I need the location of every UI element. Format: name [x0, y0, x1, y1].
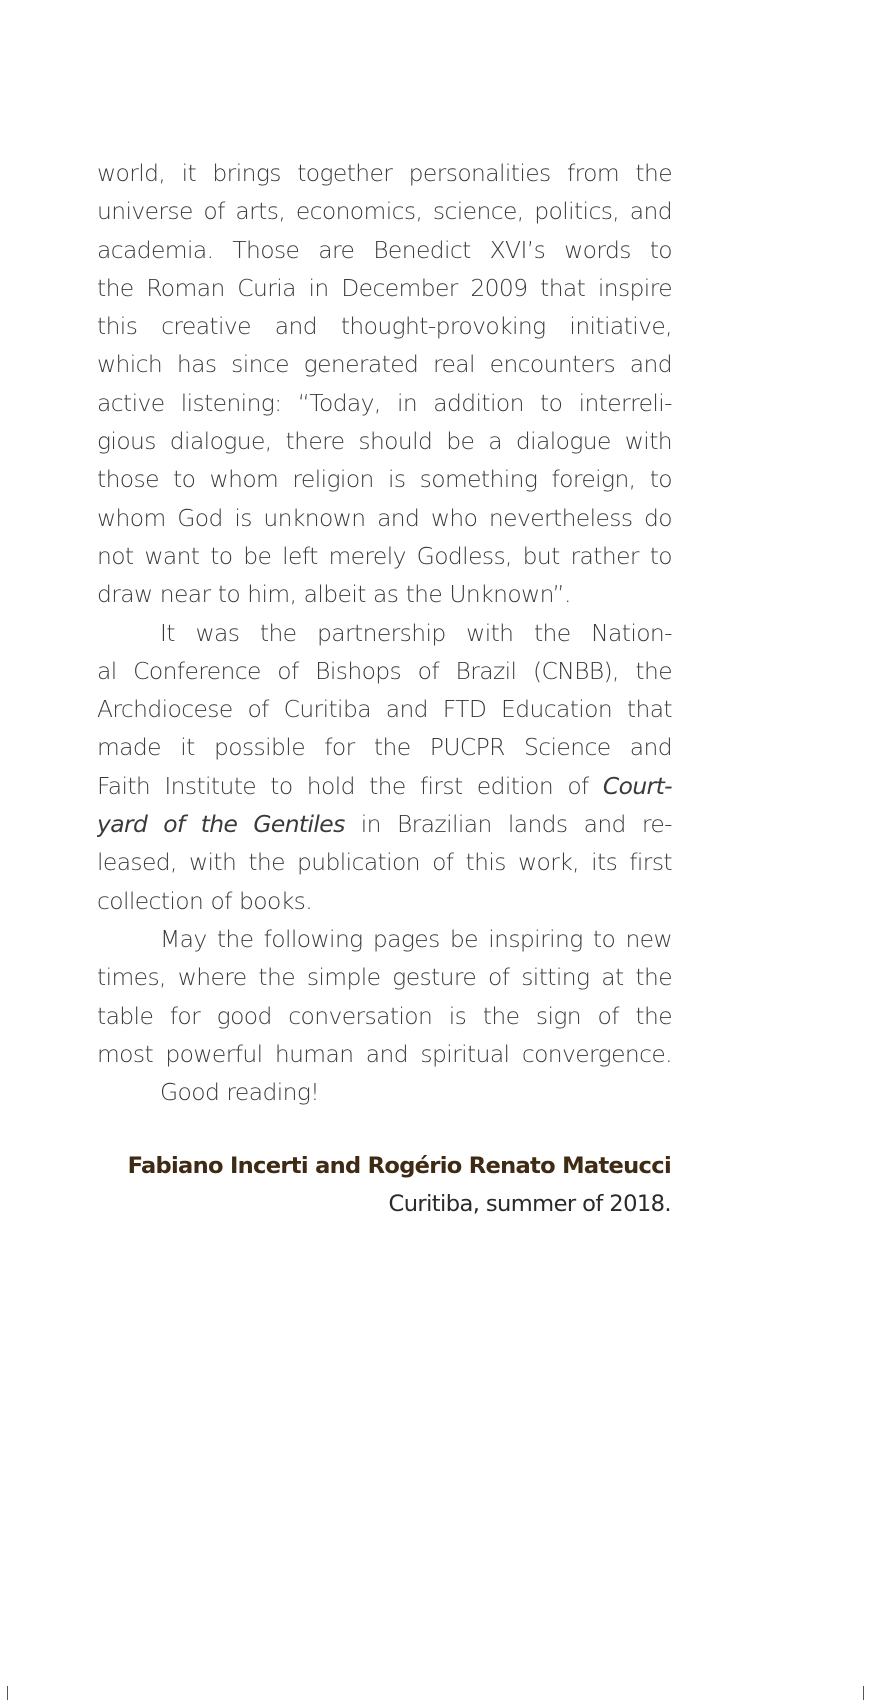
text-line: collection of books.	[97, 886, 313, 915]
text-line: the Roman Curia in December 2009 that inspire	[97, 273, 672, 302]
text-line: table for good conversation is the sign of the	[97, 1001, 672, 1030]
text-line: whom God is unknown and who nevertheless do	[97, 503, 672, 532]
crop-mark-left	[7, 1686, 8, 1700]
crop-mark-right	[863, 1686, 864, 1700]
text-line: leased, with the publication of this work, its first	[97, 848, 672, 877]
text-segment: Faith Institute to hold the first edition of	[97, 771, 603, 800]
text-line: al Conference of Bishops of Brazil (CNBB), the	[97, 656, 672, 685]
text-line: draw near to him, albeit as the Unknown”.	[97, 580, 571, 609]
text-line: this creative and thought-provoking initiative,	[97, 312, 672, 341]
text-line: which has since generated real encounters and	[97, 350, 672, 379]
text-line: those to whom religion is something foreign, to	[97, 465, 672, 494]
text-line: not want to be left merely Godless, but rather to	[97, 541, 672, 570]
paragraph-start-line: May the following pages be inspiring to new	[160, 924, 672, 953]
book-title-italic: yard of the Gentiles	[97, 810, 345, 839]
text-line: gious dialogue, there should be a dialogue with	[97, 427, 672, 456]
text-line	[97, 767, 672, 805]
text-line: times, where the simple gesture of sitting at the	[97, 963, 672, 992]
text-line	[97, 805, 672, 843]
text-line: Archdiocese of Curitiba and FTD Education that	[97, 695, 672, 724]
signature-block	[128, 1147, 671, 1223]
text-line: academia. Those are Benedict XVI’s words to	[97, 235, 672, 264]
place-date: Curitiba, summer of 2018.	[388, 1191, 671, 1217]
paragraph-start-line: It was the partnership with the Nation-	[160, 618, 672, 647]
text-segment: in Brazilian lands and re-	[344, 810, 672, 839]
text-line: active listening: “Today, in addition to interreli-	[97, 388, 672, 417]
text-line: world, it brings together personalities from the	[97, 159, 672, 187]
book-title-italic: Court-	[602, 771, 672, 800]
author-names: Fabiano Incerti and Rogério Renato Mateucci	[127, 1153, 671, 1179]
text-line: made it possible for the PUCPR Science and	[97, 733, 672, 762]
body-text	[97, 154, 672, 1111]
text-line: most powerful human and spiritual convergence.	[97, 1039, 672, 1068]
paragraph-start-line: Good reading!	[160, 1078, 320, 1107]
text-line: universe of arts, economics, science, politics, and	[97, 197, 672, 226]
